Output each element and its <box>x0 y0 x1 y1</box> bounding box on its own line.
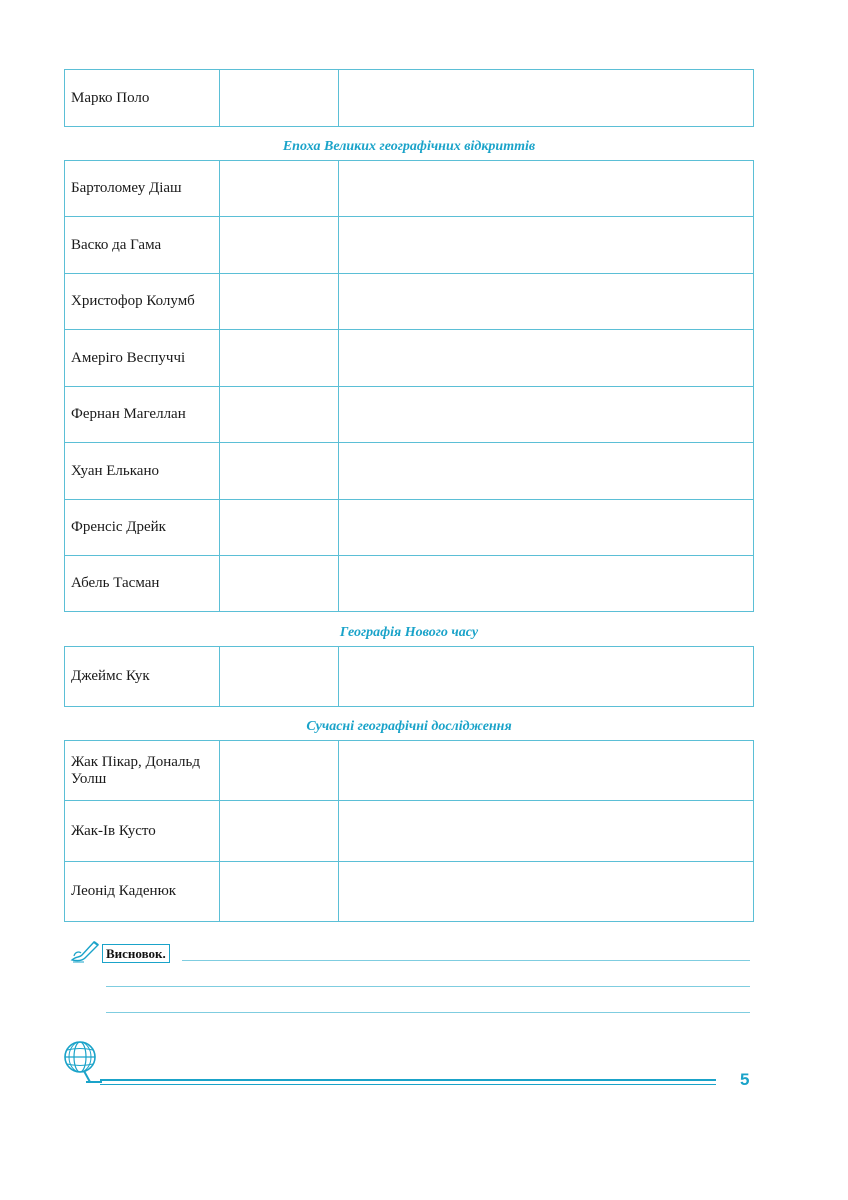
explorer-name: Христофор Колумб <box>65 274 220 330</box>
footer-rule-top <box>100 1079 716 1081</box>
answer-cell-discovery[interactable] <box>339 801 754 862</box>
answer-cell-discovery[interactable] <box>339 741 754 801</box>
table-row <box>65 556 754 612</box>
table-row <box>65 647 754 707</box>
explorer-name: Бартоломеу Діаш <box>65 161 220 217</box>
answer-cell-date[interactable] <box>220 443 339 500</box>
globe-icon <box>62 1040 102 1086</box>
answer-line-2[interactable] <box>106 986 750 987</box>
answer-cell-date[interactable] <box>220 862 339 922</box>
answer-cell-date[interactable] <box>220 801 339 862</box>
conclusion-label: Висновок. <box>102 944 170 963</box>
answer-line-3[interactable] <box>106 1012 750 1013</box>
table-top <box>64 69 754 127</box>
table-great-discoveries <box>64 160 754 612</box>
explorer-name: Марко Поло <box>65 70 220 127</box>
answer-cell-date[interactable] <box>220 217 339 274</box>
explorer-name: Васко да Гама <box>65 217 220 274</box>
answer-cell-discovery[interactable] <box>339 387 754 443</box>
answer-cell-date[interactable] <box>220 647 339 707</box>
table-row <box>65 801 754 862</box>
footer-rule-bottom <box>100 1084 716 1085</box>
table-row <box>65 217 754 274</box>
answer-cell-discovery[interactable] <box>339 443 754 500</box>
answer-cell-discovery[interactable] <box>339 556 754 612</box>
answer-cell-date[interactable] <box>220 500 339 556</box>
explorer-name: Жак Пікар, Дональд Уолш <box>65 741 220 801</box>
answer-cell-discovery[interactable] <box>339 862 754 922</box>
section-heading-modern: Сучасні географічні дослідження <box>306 719 512 734</box>
table-new-time <box>64 646 754 707</box>
answer-line-1[interactable] <box>182 960 750 961</box>
answer-cell-discovery[interactable] <box>339 70 754 127</box>
answer-cell-date[interactable] <box>220 556 339 612</box>
conclusion-block <box>70 938 754 1018</box>
table-row <box>65 70 754 127</box>
explorer-name: Джеймс Кук <box>65 647 220 707</box>
explorer-name: Хуан Елькано <box>65 443 220 500</box>
section-heading-new-time: Географія Нового часу <box>339 625 479 640</box>
answer-cell-date[interactable] <box>220 330 339 387</box>
section-heading-great-discoveries: Епоха Великих географічних відкриттів <box>282 139 536 154</box>
table-row <box>65 862 754 922</box>
answer-cell-discovery[interactable] <box>339 500 754 556</box>
explorer-name: Френсіс Дрейк <box>65 500 220 556</box>
table-row <box>65 161 754 217</box>
table-row <box>65 500 754 556</box>
explorer-name: Жак-Ів Кусто <box>65 801 220 862</box>
table-row <box>65 330 754 387</box>
answer-cell-discovery[interactable] <box>339 330 754 387</box>
table-row <box>65 741 754 801</box>
table-modern <box>64 740 754 922</box>
table-row <box>65 274 754 330</box>
answer-cell-date[interactable] <box>220 274 339 330</box>
answer-cell-date[interactable] <box>220 161 339 217</box>
explorer-name: Абель Тасман <box>65 556 220 612</box>
table-row <box>65 443 754 500</box>
answer-cell-date[interactable] <box>220 387 339 443</box>
answer-cell-discovery[interactable] <box>339 217 754 274</box>
answer-cell-discovery[interactable] <box>339 161 754 217</box>
explorer-name: Фернан Магеллан <box>65 387 220 443</box>
explorer-name: Амеріго Веспуччі <box>65 330 220 387</box>
answer-cell-date[interactable] <box>220 741 339 801</box>
explorer-name: Леонід Каденюк <box>65 862 220 922</box>
page-number: 5 <box>740 1070 750 1089</box>
answer-cell-discovery[interactable] <box>339 274 754 330</box>
table-row <box>65 387 754 443</box>
answer-cell-discovery[interactable] <box>339 647 754 707</box>
answer-cell-date[interactable] <box>220 70 339 127</box>
pen-hand-icon <box>70 938 100 964</box>
